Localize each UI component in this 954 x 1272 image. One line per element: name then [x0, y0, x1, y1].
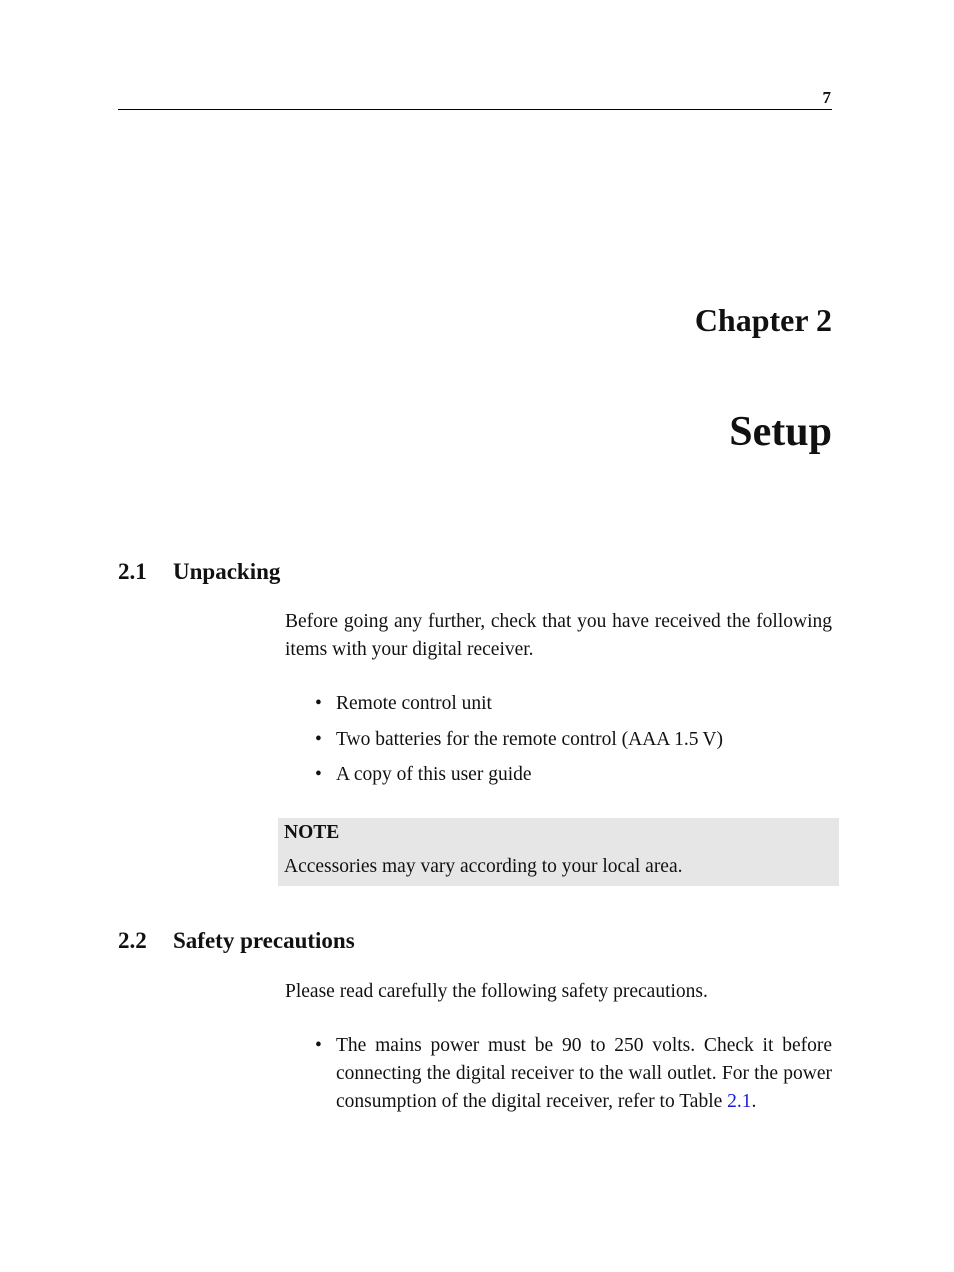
- list-item: [336, 1032, 832, 1116]
- unpacking-list: [336, 690, 832, 789]
- section-heading-unpacking: [118, 559, 280, 585]
- header-rule: [118, 109, 832, 110]
- chapter-label: Chapter 2: [694, 302, 832, 338]
- list-item-end: .: [751, 1091, 757, 1112]
- page-number: 7: [822, 88, 831, 107]
- section-heading-safety: [118, 928, 355, 954]
- unpacking-intro: Before going any further, check that you have received the following items with your digital receiver.: [285, 611, 832, 660]
- note-label: NOTE: [284, 822, 340, 843]
- safety-intro: Please read carefully the following safety precautions.: [285, 981, 708, 1002]
- list-item-text: The mains power must be 90 to 250 volts. Check it before connecting the digital receiver to the wall outlet. For the power consumption of the digital receiver, refer to Table: [336, 1035, 832, 1112]
- section-title: Safety precautions: [173, 928, 355, 953]
- list-item: • A copy of this user guide: [336, 761, 832, 789]
- section-number: 2.2: [118, 928, 147, 953]
- list-item: • Two batteries for the remote control (AAA 1.5 V): [336, 726, 832, 754]
- chapter-title: Setup: [729, 409, 832, 455]
- section-title: Unpacking: [173, 559, 281, 584]
- list-item: • Remote control unit: [336, 690, 832, 718]
- section-number: 2.1: [118, 559, 147, 584]
- safety-list: [336, 1032, 832, 1116]
- note-box: [278, 818, 839, 886]
- table-reference-link[interactable]: 2.1: [727, 1091, 752, 1112]
- note-text: Accessories may vary according to your local area.: [284, 856, 683, 877]
